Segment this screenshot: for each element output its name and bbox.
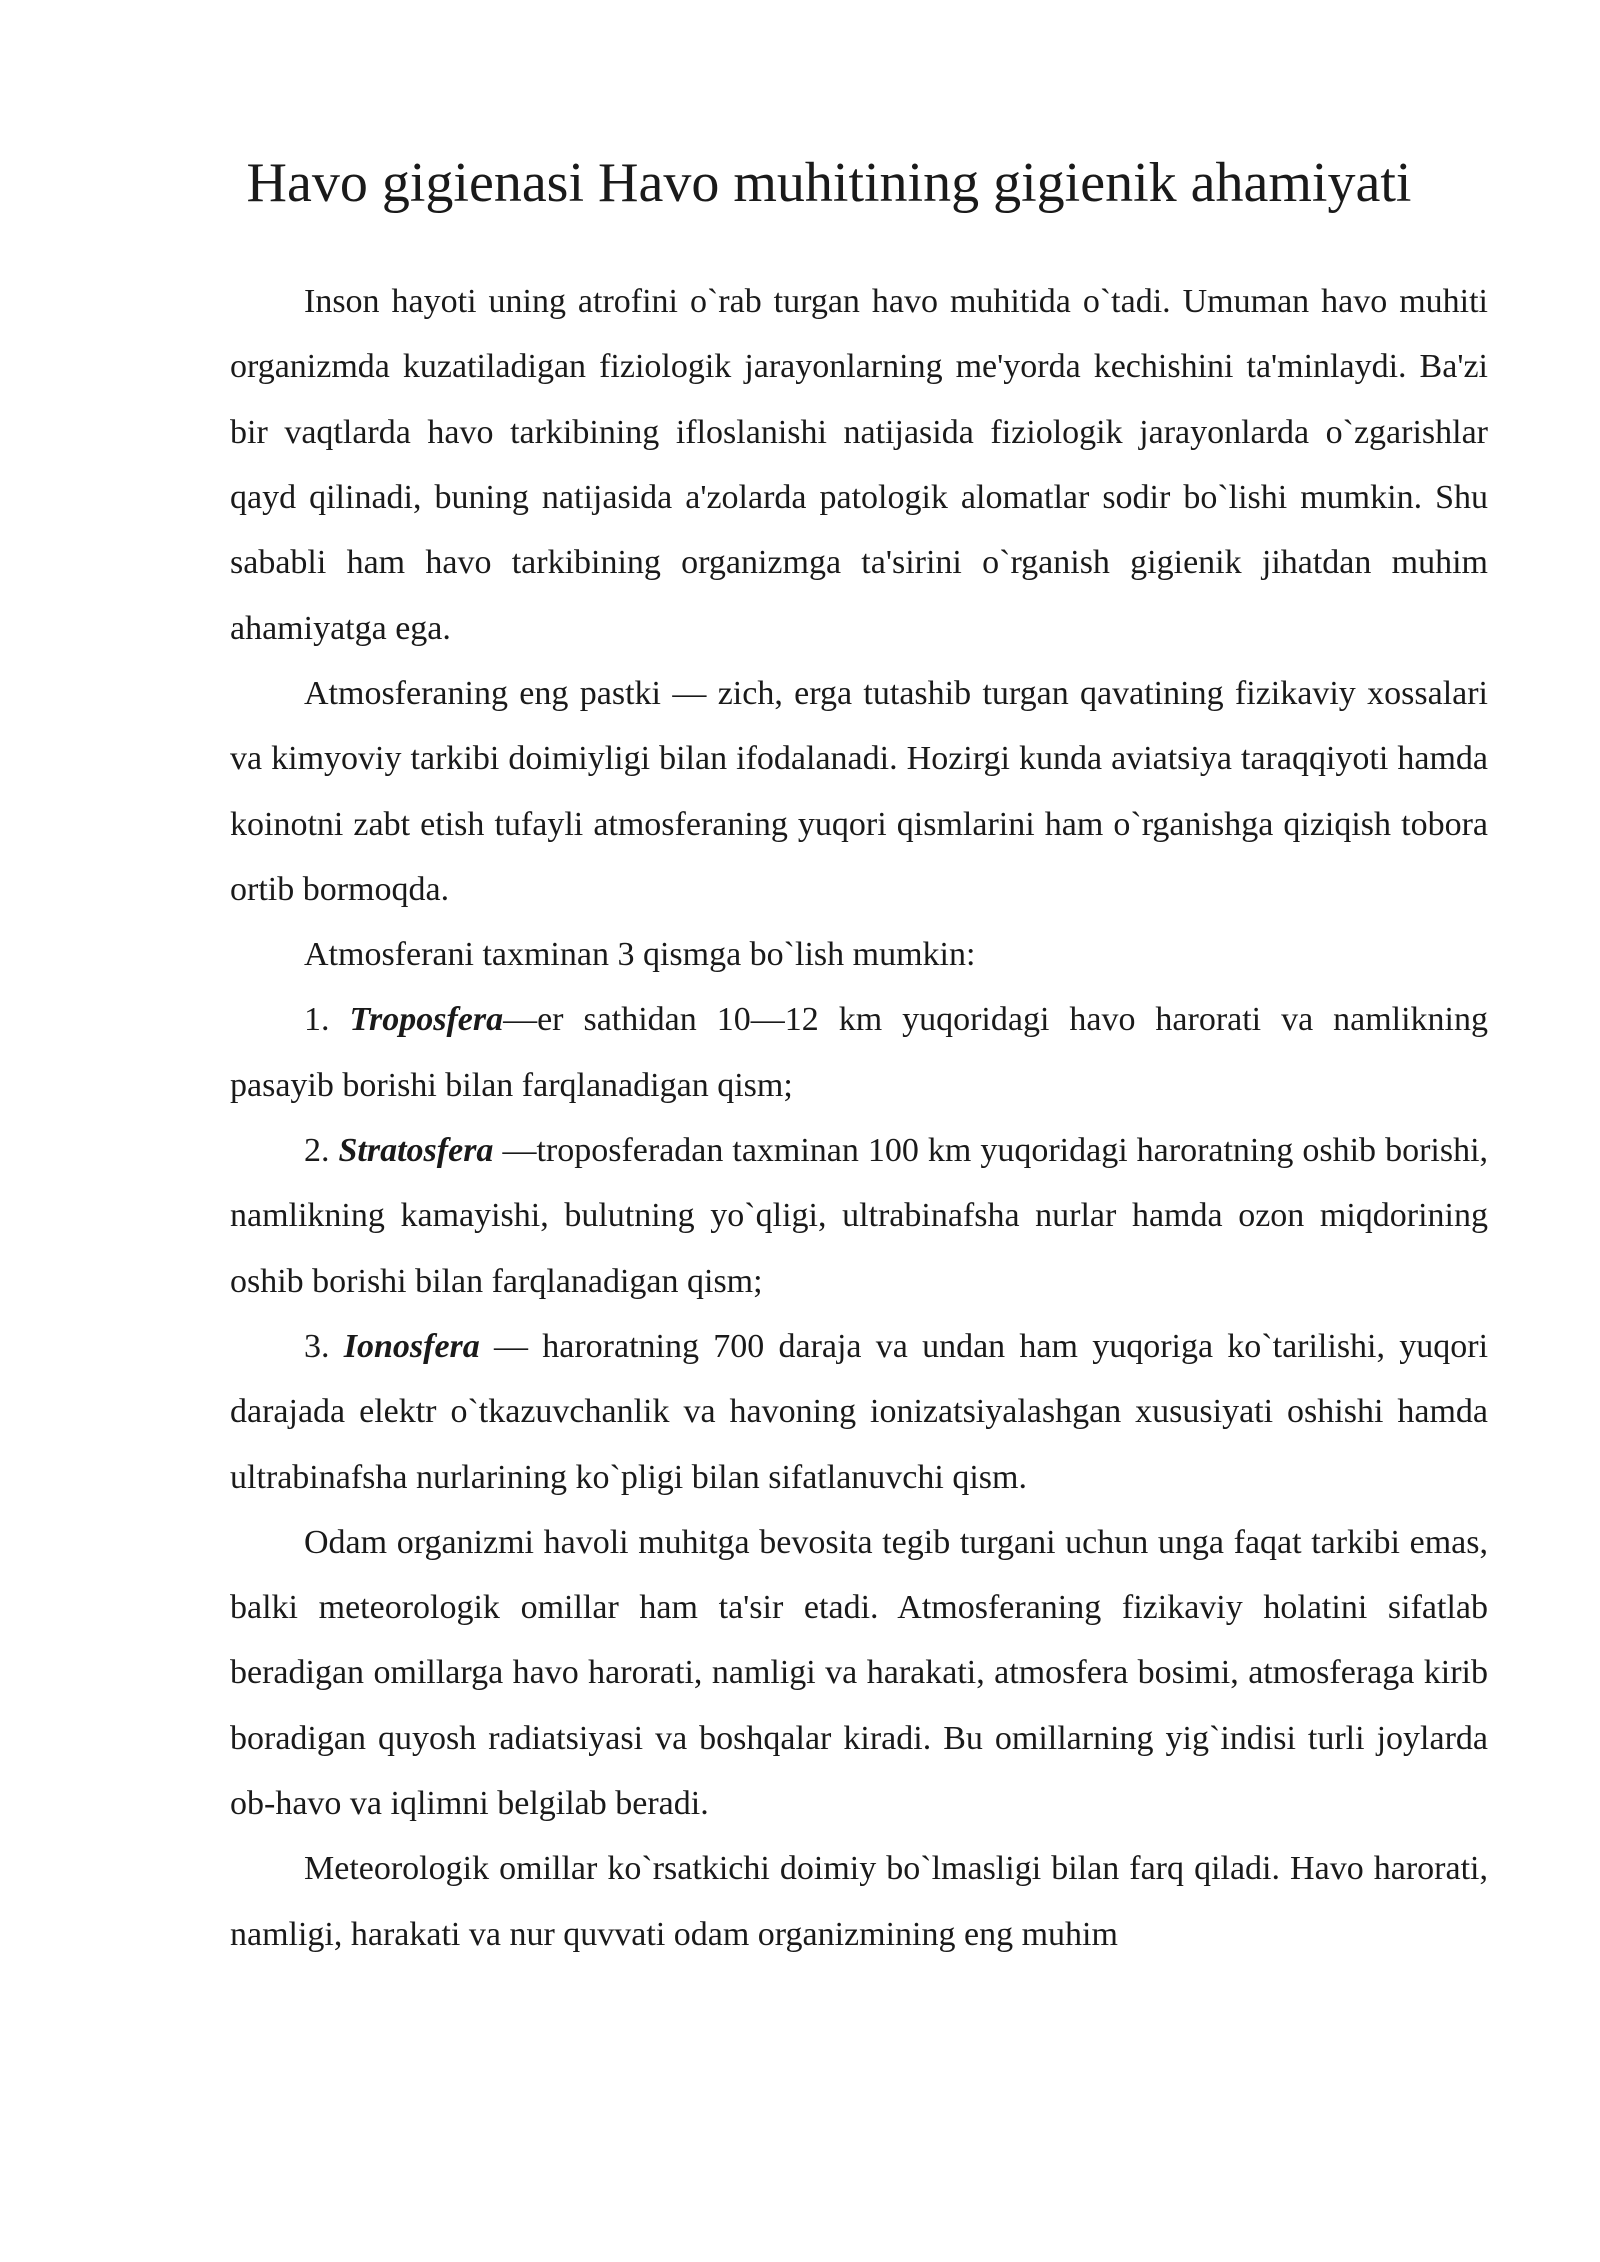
list-number: 2. — [304, 1132, 330, 1170]
term-ionosphere: Ionosfera — [343, 1327, 480, 1365]
paragraph-atmosphere: Atmosferaning eng pastki — zich, erga tutashib turgan qavatining fizikaviy xossalari va kimyoviy tarkibi doimiyligi bilan ifodalanadi. Hozirgi kunda aviatsiya taraqqiyoti hamda koinotni zabt etish tufayli atmosferaning yuqori qismlarini ham o`rganishga qiziqish tobora ortib bormoqda. — [230, 674, 1488, 908]
list-item-stratosphere — [230, 1118, 1488, 1314]
paragraph-intro: Inson hayoti uning atrofini o`rab turgan havo muhitida o`tadi. Umuman havo muhiti organizmda kuzatiladigan fiziologik jarayonlarning me'yorda kechishini ta'minlaydi. Ba'zi bir vaqtlarda havo tarkibining ifloslanishi natijasida fiziologik jarayonlarda o`zgarishlar qayd qilinadi, buning natijasida a'zolarda patologik alomatlar sodir bo`lishi mumkin. Shu sababli ham havo tarkibining organizmga ta'sirini o`rganish gigienik jihatdan muhim ahamiyatga ega. — [230, 283, 1488, 647]
document-title: Havo gigienasi Havo muhitining gigienik ahamiyati — [246, 152, 1412, 214]
paragraph-layers-intro: Atmosferani taxminan 3 qismga bo`lish mumkin: — [304, 936, 976, 974]
paragraph-meteorological-factors: Odam organizmi havoli muhitga bevosita tegib turgani uchun unga faqat tarkibi emas, balki meteorologik omillar ham ta'sir etadi. Atmosferaning fizikaviy holatini sifatlab beradigan omillarga havo harorati, namligi va harakati, atmosfera bosimi, atmosferaga kirib boradigan quyosh radiatsiyasi va boshqalar kiradi. Bu omillarning yig`indisi turli joylarda ob-havo va iqlimni belgilab beradi. — [230, 1523, 1488, 1823]
list-item-ionosphere — [230, 1314, 1488, 1510]
list-item-troposphere — [230, 987, 1488, 1118]
list-item-text: —er sathidan 10—12 km yuqoridagi havo harorati va namlikning pasayib borishi bilan farqlanadigan qism; — [230, 1001, 1489, 1104]
list-item-text: —troposferadan taxminan 100 km yuqoridagi haroratning oshib borishi, namlikning kamayishi, bulutning yo`qligi, ultrabinafsha nurlar hamda ozon miqdorining oshib borishi bilan farqlanadigan qism; — [230, 1132, 1489, 1300]
list-number: 3. — [304, 1327, 330, 1365]
paragraph-meteorological-indicators: Meteorologik omillar ko`rsatkichi doimiy bo`lmasligi bilan farq qiladi. Havo harorati, namligi, harakati va nur quvvati odam organizmining eng muhim — [230, 1850, 1488, 1953]
term-troposphere: Troposfera — [349, 1001, 504, 1039]
list-number: 1. — [304, 1001, 330, 1039]
term-stratosphere: Stratosfera — [338, 1132, 494, 1170]
list-item-text: — haroratning 700 daraja va undan ham yuqoriga ko`tarilishi, yuqori darajada elektr o`tkazuvchanlik va havoning ionizatsiyalashgan xususiyati oshishi hamda ultrabinafsha nurlarining ko`pligi bilan sifatlanuvchi qism. — [230, 1327, 1489, 1496]
